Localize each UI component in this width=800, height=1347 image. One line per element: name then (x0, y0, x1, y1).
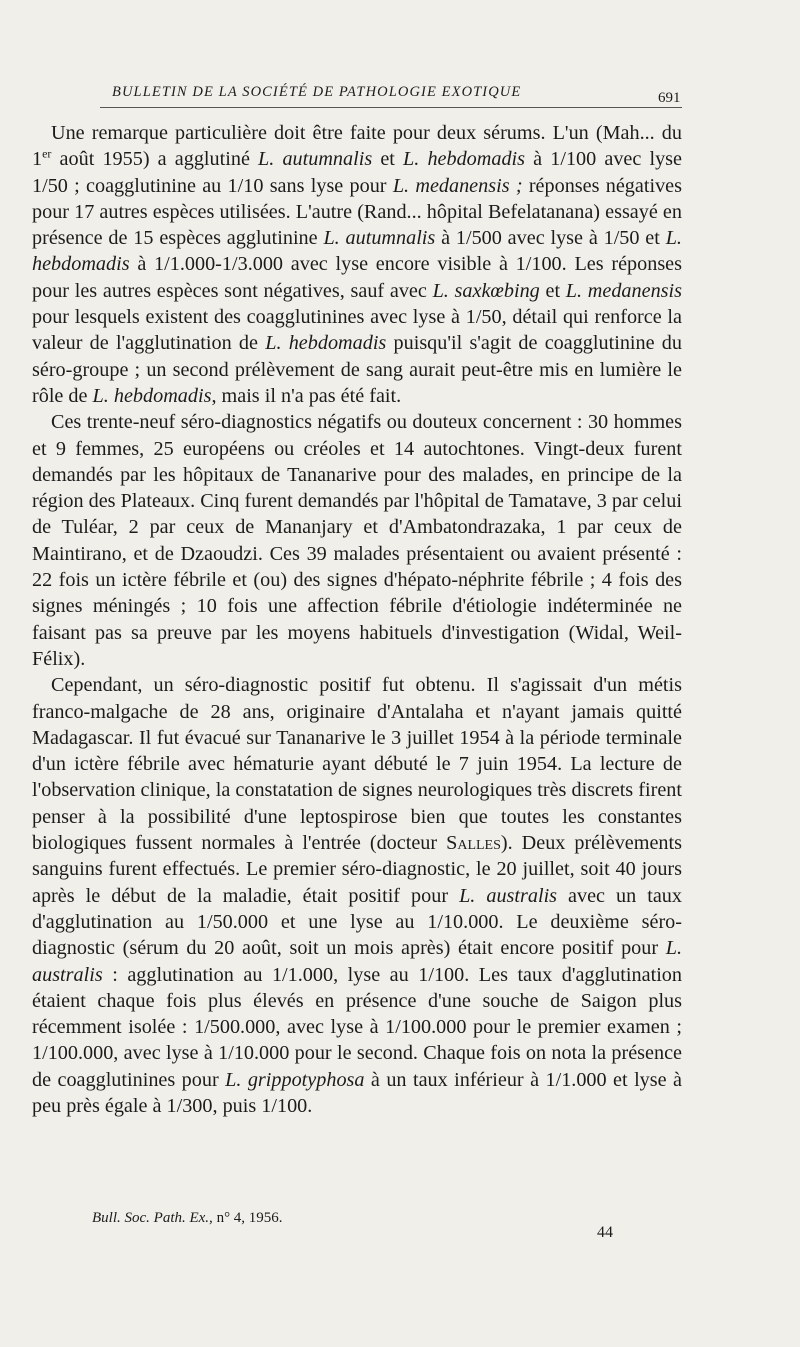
text-run: à 1/500 avec lyse à 1/50 et (435, 227, 666, 250)
paragraph (32, 672, 682, 1119)
species-name: L. medanensis ; (392, 174, 523, 197)
species-name: L. grippotyphosa (225, 1068, 365, 1091)
superscript: er (42, 146, 52, 161)
journal-citation (92, 1210, 283, 1227)
species-name: L. medanensis (565, 279, 682, 302)
article-body (32, 120, 682, 1119)
text-run: ). Deux prélèvements sanguins furent effectués. Le premier séro-diagnostic, le 20 juillet, soit 40 jours après le début de la maladie, était positif pour (32, 832, 682, 907)
text-run: pour lesquels existent des coagglutinines avec lyse à 1/50, détail qui renforce la valeur de l'agglutination de (32, 306, 682, 355)
species-name: L. hebdomadis (92, 384, 212, 407)
issue-number: n° 4, 1956. (216, 1210, 283, 1226)
text-run: Cependant, un séro-diagnostic positif fut obtenu. Il s'agissait d'un métis franco-malgache de 28 ans, originaire d'Antalaha et n'ayant jamais quitté Madagascar. Il fut évacué sur Tananarive le 3 juillet 1954 à la période terminale d'un ictère fébrile avec hématurie ayant débuté le 7 juin 1954. La lecture de l'observation clinique, la constatation de signes neurologiques très discrets firent penser à la possibilité d'une leptospirose bien que toutes les constantes biologiques fussent normales à l'entrée (docteur (32, 674, 682, 855)
text-run: , mais il n'a pas été fait. (211, 384, 402, 407)
text-run: Une remarque particulière doit être faite pour deux sérums. L'un (Mah... du 1 (32, 122, 682, 171)
species-name: L. saxkœbing (432, 279, 540, 302)
page-number: 691 (658, 90, 681, 106)
text-run: et (372, 148, 404, 171)
species-name: L. hebdomadis (265, 332, 387, 355)
text-run: à un taux inférieur à 1/1.000 et lyse à peu près égale à 1/300, puis 1/100. (32, 1068, 682, 1117)
text-run: à 1/1.000-1/3.000 avec lyse encore visible à 1/100. Les réponses pour les autres espèces sont négatives, sauf avec (32, 253, 682, 302)
running-header: BULLETIN DE LA SOCIÉTÉ DE PATHOLOGIE EXOTIQUE (112, 84, 522, 100)
header-rule (100, 107, 682, 108)
journal-abbrev: Bull. Soc. Path. Ex., (92, 1210, 213, 1226)
text-run: réponses négatives pour 17 autres espèces utilisées. L'autre (Rand... hôpital Befelatanana) essayé en présence de 15 espèces agglutinine (32, 174, 682, 250)
text-run: à 1/100 avec lyse 1/50 ; coagglutinine au 1/10 sans lyse pour (32, 148, 682, 197)
text-run: : agglutination au 1/1.000, lyse au 1/100. Les taux d'agglutination étaient chaque fois plus élevés en présence d'une souche de Saigon plus récemment isolée : 1/500.000, avec lyse à 1/100.000 pour le premier examen ; 1/100.000, avec lyse à 1/10.000 pour le second. Chaque fois on nota la présence de coagglutinines pour (32, 963, 682, 1091)
paragraph (32, 409, 682, 672)
paragraph (32, 120, 682, 409)
text-run: et (539, 279, 566, 302)
species-name: L. hebdomadis (403, 148, 526, 171)
text-run: puisqu'il s'agit de coagglutinine du séro-groupe ; un second prélèvement de sang aurait peut-être mis en lumière le rôle de (32, 332, 682, 407)
text-run: avec un taux d'agglutination au 1/50.000 et une lyse au 1/10.000. Le deuxième séro-diagnostic (sérum du 20 août, soit un mois après) était encore positif pour (32, 884, 682, 960)
text-run: Ces trente-neuf séro-diagnostics négatifs ou douteux concernent : 30 hommes et 9 femmes, 25 européens ou créoles et 14 autochtones. Vingt-deux furent demandés par les hôpitaux de Tananarive pour des malades, en principe de la région des Plateaux. Cinq furent demandés par l'hôpital de Tamatave, 3 par celui de Tuléar, 2 par ceux de Mananjary et d'Ambatondrazaka, 1 par ceux de Maintirano, et de Dzaoudzi. Ces 39 malades présentaient ou avaient présenté : 22 fois un ictère fébrile et (ou) des signes d'hépato-néphrite fébrile ; 4 fois des signes méningés ; 10 fois une affection fébrile d'étiologie indéterminée ne faisant pas sa preuve par les moyens habituels d'investigation (Widal, Weil-Félix). (32, 411, 682, 670)
species-name: L. australis (459, 884, 558, 907)
species-name: L. autumnalis (323, 227, 436, 250)
species-name: L. australis (32, 937, 682, 986)
text-run: Salles (446, 832, 501, 855)
signature-mark: 44 (597, 1224, 613, 1241)
species-name: L. hebdomadis (32, 227, 682, 276)
text-run: août 1955) a agglutiné (51, 148, 259, 171)
species-name: L. autumnalis (258, 148, 373, 171)
